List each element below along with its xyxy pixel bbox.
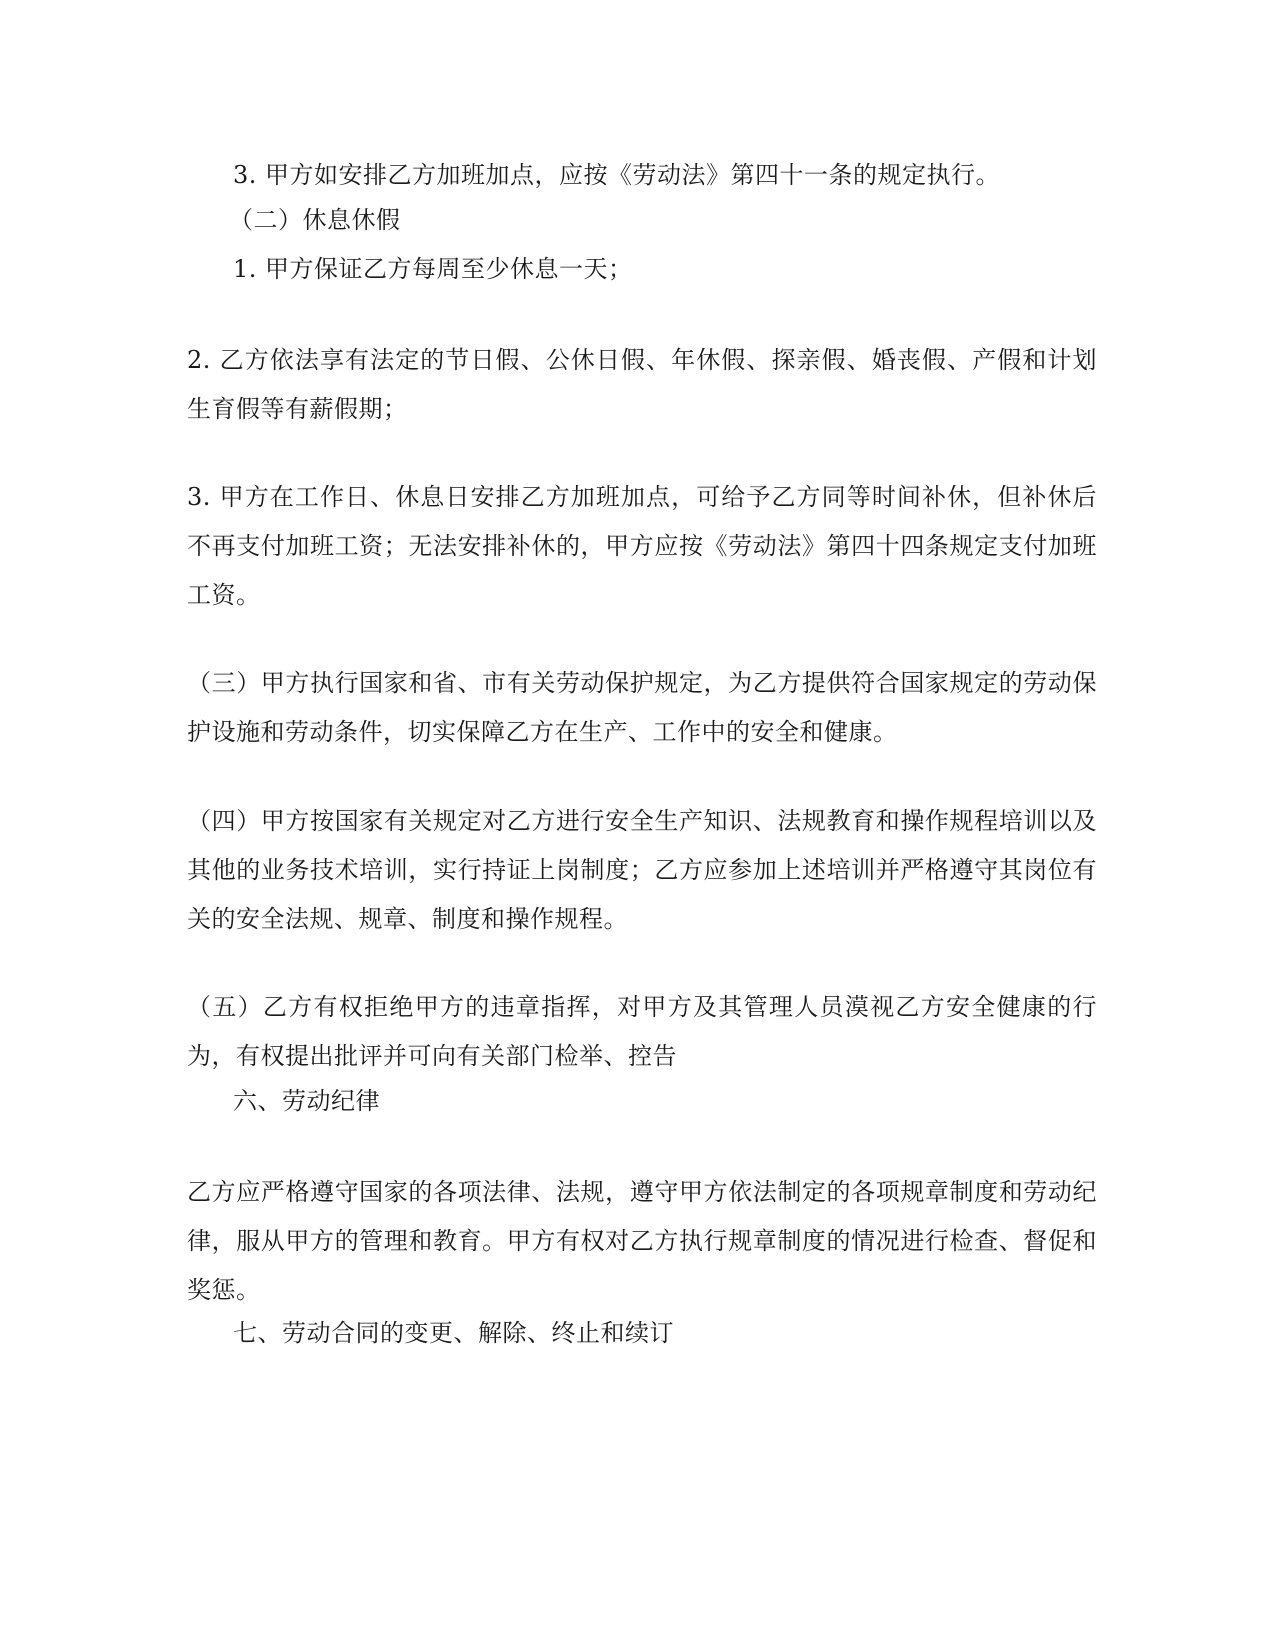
- labor-discipline-heading: 六、劳动纪律: [233, 1087, 380, 1115]
- contract-change-heading: 七、劳动合同的变更、解除、终止和续订: [233, 1319, 674, 1347]
- labor-protection-clause: （三）甲方执行国家和省、市有关劳动保护规定，为乙方提供符合国家规定的劳动保护设施和劳动条件，切实保障乙方在生产、工作中的安全和健康。: [187, 669, 1097, 746]
- refusal-rights-clause: （五）乙方有权拒绝甲方的违章指挥，对甲方及其管理人员漠视乙方安全健康的行为，有权提出批评并可向有关部门检举、控告: [187, 993, 1097, 1070]
- safety-training-clause: （四）甲方按国家有关规定对乙方进行安全生产知识、法规教育和操作规程培训以及其他的业务技术培训，实行持证上岗制度；乙方应参加上述培训并严格遵守其岗位有关的安全法规、规章、制度和操作规程。: [187, 807, 1097, 933]
- rest-item-3: 3. 甲方在工作日、休息日安排乙方加班加点，可给予乙方同等时间补休，但补休后不再支付加班工资；无法安排补休的，甲方应按《劳动法》第四十四条规定支付加班工资。: [187, 483, 1097, 609]
- rest-item-2: 2. 乙方依法享有法定的节日假、公休日假、年休假、探亲假、婚丧假、产假和计划生育假等有薪假期；: [187, 346, 1097, 423]
- rest-item-1: 1. 甲方保证乙方每周至少休息一天；: [233, 255, 633, 283]
- labor-discipline-text: 乙方应严格遵守国家的各项法律、法规，遵守甲方依法制定的各项规章制度和劳动纪律，服从甲方的管理和教育。甲方有权对乙方执行规章制度的情况进行检查、督促和奖惩。: [187, 1178, 1097, 1304]
- overtime-rule-line: 3. 甲方如安排乙方加班加点，应按《劳动法》第四十一条的规定执行。: [233, 161, 1001, 189]
- rest-leave-heading: （二）休息休假: [229, 206, 401, 234]
